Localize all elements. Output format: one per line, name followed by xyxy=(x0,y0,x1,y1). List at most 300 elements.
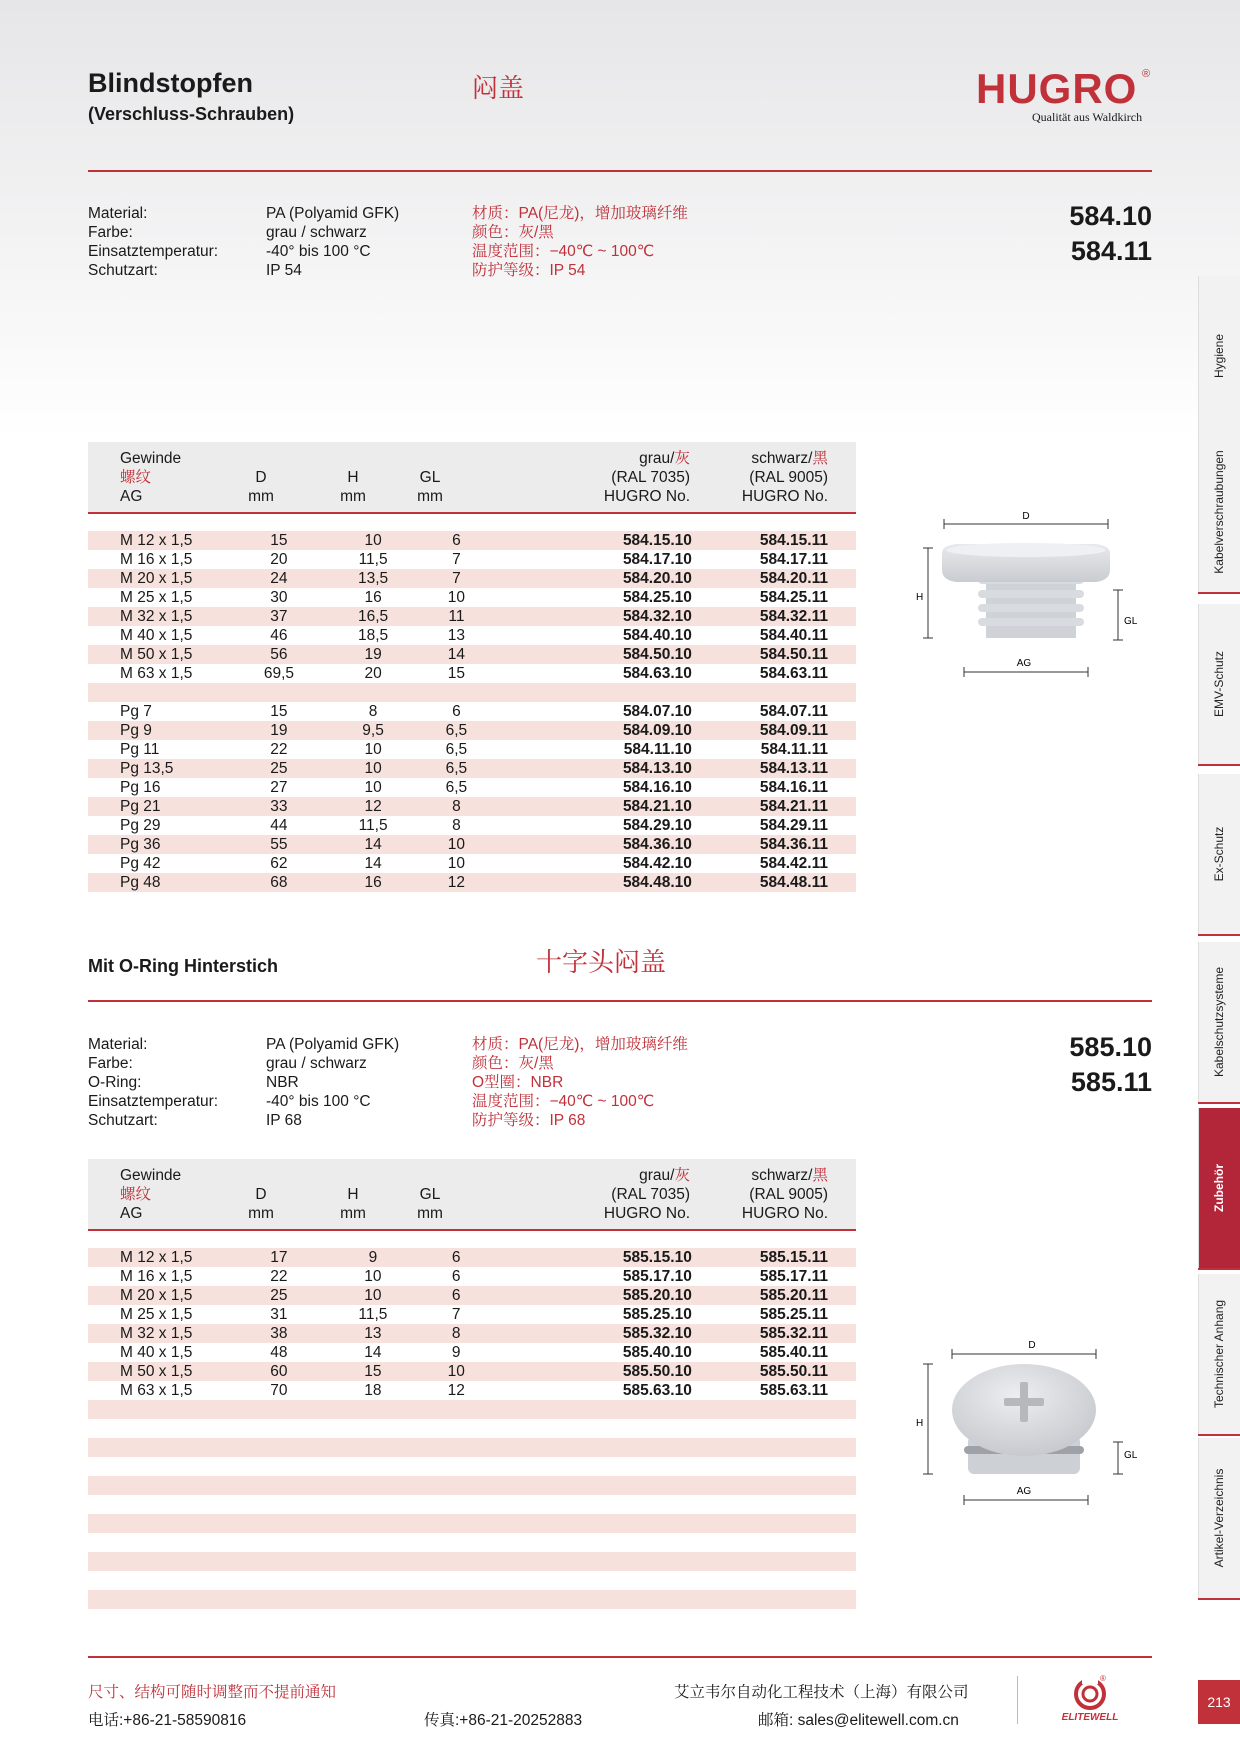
property-value: -40° bis 100 °C xyxy=(266,1093,371,1110)
side-tab-hygiene[interactable] xyxy=(1198,276,1240,438)
cell-grau-no: 584.50.10 xyxy=(564,645,692,664)
cell-h: 9,5 xyxy=(319,721,427,740)
cell-grau-no: 584.15.10 xyxy=(564,531,692,550)
cell-grau-no xyxy=(564,683,692,702)
cell-thread: M 63 x 1,5 xyxy=(120,665,193,682)
col-d: D mm xyxy=(248,1186,274,1222)
elitewell-logo xyxy=(1052,1674,1128,1726)
side-tab-ex-schutz[interactable] xyxy=(1198,774,1240,936)
cell-spacer xyxy=(486,1457,564,1476)
side-tab-label: Technischer Anhang xyxy=(1212,1299,1226,1409)
side-tab-zubeh-r[interactable] xyxy=(1198,1108,1240,1270)
property-row xyxy=(88,1111,399,1130)
side-tab-label: Zubehör xyxy=(1212,1164,1226,1212)
dim-ag-label: AG xyxy=(1016,658,1032,669)
cell-gl: 11 xyxy=(427,607,486,626)
cell-grau-no: 585.32.10 xyxy=(563,1324,691,1343)
cell-thread: M 40 x 1,5 xyxy=(120,627,193,644)
cell-gl: 6 xyxy=(427,531,486,550)
table-row xyxy=(88,1248,856,1267)
cell-h: 13 xyxy=(319,1324,427,1343)
cell-thread: Pg 42 xyxy=(120,855,161,872)
cell-gl: 10 xyxy=(447,589,466,606)
table-header-divider xyxy=(88,1229,856,1231)
cell-d xyxy=(239,1476,319,1495)
cell-d xyxy=(239,1457,319,1476)
cell-schwarz-no: 584.42.11 xyxy=(759,855,828,872)
cell-thread: Pg 21 xyxy=(88,797,239,816)
side-tab-label: Artikel-Verzeichnis xyxy=(1212,1468,1226,1568)
table-header-584 xyxy=(88,442,856,512)
table-header-585 xyxy=(88,1159,856,1229)
cell-schwarz-no: 584.07.11 xyxy=(759,703,828,720)
table-row xyxy=(88,1305,856,1324)
cell-gl xyxy=(427,1476,486,1495)
cell-schwarz-no: 585.50.11 xyxy=(692,1362,856,1381)
cell-schwarz-no xyxy=(692,1514,856,1533)
cell-grau-no: 584.42.10 xyxy=(622,855,692,872)
cell-thread: M 40 x 1,5 xyxy=(120,1344,193,1361)
cell-spacer xyxy=(486,607,564,626)
cell-d: 30 xyxy=(270,589,288,606)
cell-d: 70 xyxy=(270,1382,288,1399)
cell-gl: 6,5 xyxy=(427,759,486,778)
cell-grau-no: 584.40.10 xyxy=(622,627,692,644)
cell-gl: 6 xyxy=(427,1248,486,1267)
cell-spacer xyxy=(486,531,564,550)
cell-spacer xyxy=(486,1267,564,1286)
cell-thread: M 32 x 1,5 xyxy=(88,1324,239,1343)
cell-grau-no: 584.63.10 xyxy=(622,665,692,682)
cell-grau-no: 584.32.10 xyxy=(564,607,692,626)
property-row xyxy=(88,1073,399,1092)
cell-gl: 8 xyxy=(427,797,486,816)
cell-d xyxy=(239,1400,319,1419)
side-tab-kabelschutzsysteme[interactable] xyxy=(1198,942,1240,1104)
cap-graphic xyxy=(942,543,1110,638)
table-row xyxy=(88,531,856,550)
cell-d: 62 xyxy=(270,855,288,872)
col-schwarz: schwarz/黑 (RAL 9005) HUGRO No. xyxy=(741,450,828,505)
table-header-divider xyxy=(88,512,856,514)
cell-grau-no xyxy=(563,1476,691,1495)
cell-spacer xyxy=(486,1362,564,1381)
cell-gl xyxy=(427,1533,486,1552)
cell-h: 16 xyxy=(364,589,382,606)
cell-h xyxy=(319,1457,427,1476)
cell-gl: 10 xyxy=(427,1362,486,1381)
table-row xyxy=(88,816,856,835)
cell-spacer xyxy=(486,683,564,702)
cell-schwarz-no: 585.15.11 xyxy=(692,1248,856,1267)
cell-grau-no: 584.48.10 xyxy=(564,873,692,892)
cell-h: 12 xyxy=(319,797,427,816)
cell-spacer xyxy=(486,1495,564,1514)
table-row xyxy=(88,778,856,797)
cell-gl: 7 xyxy=(451,1306,461,1323)
cell-grau-no xyxy=(563,1400,691,1419)
cell-thread: M 12 x 1,5 xyxy=(88,531,239,550)
table-row xyxy=(88,1286,856,1305)
cell-schwarz-no: 585.40.11 xyxy=(759,1344,828,1361)
cell-grau-no: 584.07.10 xyxy=(622,703,692,720)
cell-thread: M 32 x 1,5 xyxy=(88,607,239,626)
table-row xyxy=(88,702,856,721)
cell-gl: 8 xyxy=(427,1324,486,1343)
cell-h: 14 xyxy=(319,835,427,854)
cell-thread xyxy=(88,1400,239,1419)
spec-table-585 xyxy=(88,1248,856,1609)
cell-d: 19 xyxy=(239,721,320,740)
cell-thread xyxy=(88,1571,239,1590)
table-row xyxy=(88,1419,856,1438)
table-row xyxy=(88,1381,856,1400)
hugro-logo xyxy=(976,65,1156,128)
cell-d: 37 xyxy=(239,607,320,626)
table-row xyxy=(88,1438,856,1457)
cell-d xyxy=(239,1533,319,1552)
article-number: 584.10 xyxy=(1069,201,1152,231)
col-gl: GL mm xyxy=(417,469,443,505)
cell-d xyxy=(239,1419,319,1438)
cell-schwarz-no: 584.48.11 xyxy=(692,873,856,892)
cap-graphic xyxy=(952,1364,1096,1474)
table-row xyxy=(88,721,856,740)
header-divider xyxy=(88,170,1152,172)
logo-registered-mark: ® xyxy=(1142,68,1151,80)
cell-grau-no: 584.20.10 xyxy=(564,569,692,588)
property-value: PA (Polyamid GFK) xyxy=(266,1036,400,1053)
table-row xyxy=(88,1457,856,1476)
cell-spacer xyxy=(486,1305,564,1324)
cell-thread: Pg 9 xyxy=(88,721,239,740)
cell-grau-no: 585.17.10 xyxy=(622,1268,692,1285)
cell-grau-no xyxy=(563,1533,691,1552)
cell-grau-no: 585.63.10 xyxy=(622,1382,692,1399)
logo-wordmark: HUGRO xyxy=(976,65,1138,112)
property-value: IP 68 xyxy=(266,1112,302,1129)
cell-d xyxy=(239,683,320,702)
property-cn: 温度范围：−40℃ ~ 100℃ xyxy=(472,243,655,260)
property-cn: 颜色：灰/黑 xyxy=(472,1055,554,1072)
cell-grau-no: 584.16.10 xyxy=(622,779,692,796)
article-numbers-585 xyxy=(1069,1030,1152,1100)
side-tab-label: Ex-Schutz xyxy=(1212,826,1226,882)
cell-d: 27 xyxy=(270,779,288,796)
cell-h xyxy=(319,1590,427,1609)
cell-schwarz-no: 585.25.11 xyxy=(759,1306,828,1323)
property-key: Material: xyxy=(88,205,148,222)
side-tab-kabelverschraubungen[interactable] xyxy=(1198,432,1240,594)
property-row xyxy=(88,261,399,280)
cell-gl xyxy=(427,1590,486,1609)
cell-schwarz-no xyxy=(692,1476,856,1495)
cell-gl: 12 xyxy=(427,873,486,892)
cell-schwarz-no xyxy=(692,1552,856,1571)
col-grau: grau/灰 (RAL 7035) HUGRO No. xyxy=(603,1167,690,1222)
cell-thread xyxy=(88,1438,239,1457)
cell-spacer xyxy=(486,1324,564,1343)
cell-thread: M 25 x 1,5 xyxy=(120,589,193,606)
article-numbers-584 xyxy=(1069,199,1152,269)
table-row xyxy=(88,1514,856,1533)
footer-notice: 尺寸、结构可随时调整而不提前通知 xyxy=(88,1684,337,1701)
cell-schwarz-no xyxy=(692,1495,856,1514)
cell-h xyxy=(319,1514,427,1533)
cell-h xyxy=(319,1476,427,1495)
table-row xyxy=(88,854,856,873)
cell-spacer xyxy=(486,740,564,759)
cell-gl: 12 xyxy=(447,1382,465,1399)
cell-grau-no: 584.17.10 xyxy=(622,551,692,568)
cell-d: 33 xyxy=(239,797,320,816)
cell-h: 11,5 xyxy=(358,1306,388,1323)
cell-grau-no xyxy=(563,1419,691,1438)
property-key: Material: xyxy=(88,1036,148,1053)
property-cn: O型圈：NBR xyxy=(472,1074,564,1091)
cell-thread: Pg 11 xyxy=(120,741,160,758)
cell-schwarz-no: 584.36.11 xyxy=(692,835,856,854)
cell-spacer xyxy=(486,797,564,816)
property-key: Schutzart: xyxy=(88,262,158,279)
properties-list-cn-585 xyxy=(472,1035,688,1130)
table-row xyxy=(88,1324,856,1343)
cell-schwarz-no: 584.17.11 xyxy=(759,551,828,568)
cell-grau-no xyxy=(563,1457,691,1476)
col-schwarz: schwarz/黑 (RAL 9005) HUGRO No. xyxy=(741,1167,828,1222)
cell-gl: 9 xyxy=(451,1344,461,1361)
cell-h xyxy=(319,1400,427,1419)
table-row xyxy=(88,1533,856,1552)
cell-d: 15 xyxy=(270,703,288,720)
property-cn: 温度范围：−40℃ ~ 100℃ xyxy=(472,1093,655,1110)
cell-d: 24 xyxy=(239,569,320,588)
cell-h xyxy=(319,1533,427,1552)
cell-h: 14 xyxy=(364,1344,382,1361)
dim-gl-label: GL xyxy=(1124,1450,1138,1461)
dim-ag-label: AG xyxy=(1016,1486,1032,1497)
cell-grau-no: 584.21.10 xyxy=(564,797,692,816)
cell-spacer xyxy=(486,759,564,778)
blindstopfen-drawing xyxy=(916,508,1146,678)
cell-gl: 6 xyxy=(427,1286,486,1305)
cell-h: 10 xyxy=(364,779,382,796)
cell-gl: 6,5 xyxy=(445,741,468,758)
cell-thread xyxy=(88,683,239,702)
cell-gl xyxy=(427,1514,486,1533)
dim-d-label: D xyxy=(1028,1340,1036,1351)
cell-d xyxy=(239,1571,319,1590)
cell-h xyxy=(319,1571,427,1590)
cell-thread xyxy=(88,1552,239,1571)
cell-spacer xyxy=(486,1571,564,1590)
property-cn: 材质：PA(尼龙)，增加玻璃纤维 xyxy=(472,205,688,222)
cell-spacer xyxy=(486,1400,564,1419)
cell-gl: 6 xyxy=(451,1268,461,1285)
side-tab-label: Hygiene xyxy=(1212,333,1226,379)
cell-thread: M 20 x 1,5 xyxy=(88,569,239,588)
cell-gl: 10 xyxy=(447,855,466,872)
cell-spacer xyxy=(486,702,564,721)
cell-spacer xyxy=(486,873,564,892)
property-row xyxy=(88,1035,399,1054)
table-row xyxy=(88,683,856,702)
property-row xyxy=(88,1092,399,1111)
cell-spacer xyxy=(486,1381,564,1400)
property-value: grau / schwarz xyxy=(266,224,367,241)
cell-d: 60 xyxy=(239,1362,319,1381)
footer-email: 邮箱: sales@elitewell.com.cn xyxy=(758,1712,959,1729)
cell-schwarz-no: 584.13.11 xyxy=(692,759,856,778)
cell-h: 10 xyxy=(319,1286,427,1305)
cell-grau-no: 584.09.10 xyxy=(564,721,692,740)
article-number: 584.11 xyxy=(1070,236,1152,266)
cell-thread: Pg 16 xyxy=(120,779,161,796)
cell-spacer xyxy=(486,626,564,645)
cell-schwarz-no xyxy=(692,1571,856,1590)
cell-spacer xyxy=(486,1476,564,1495)
cell-grau-no xyxy=(563,1590,691,1609)
property-cn: 材质：PA(尼龙)，增加玻璃纤维 xyxy=(472,1036,688,1053)
cell-schwarz-no: 584.09.11 xyxy=(692,721,856,740)
table-row xyxy=(88,569,856,588)
cell-d xyxy=(239,1514,319,1533)
cell-d: 48 xyxy=(270,1344,288,1361)
col-gewinde: Gewinde 螺纹 AG xyxy=(120,450,182,505)
table-row xyxy=(88,588,856,607)
cell-gl xyxy=(427,1552,486,1571)
cell-d: 22 xyxy=(270,741,288,758)
cell-h: 14 xyxy=(364,855,382,872)
cell-h xyxy=(319,1438,427,1457)
cell-thread xyxy=(88,1533,239,1552)
cell-schwarz-no xyxy=(692,1590,856,1609)
cell-h: 11,5 xyxy=(358,551,388,568)
cell-d xyxy=(239,1590,319,1609)
page-title: Blindstopfen xyxy=(88,68,253,98)
cell-h: 16,5 xyxy=(319,607,427,626)
property-value: grau / schwarz xyxy=(266,1055,367,1072)
cell-grau-no: 584.11.10 xyxy=(623,741,692,758)
cell-thread: Pg 29 xyxy=(120,817,161,834)
o-ring-cap-drawing xyxy=(916,1336,1146,1506)
cell-grau-no: 585.50.10 xyxy=(563,1362,691,1381)
cell-thread: Pg 36 xyxy=(88,835,239,854)
cell-d: 31 xyxy=(270,1306,288,1323)
cell-gl xyxy=(427,1438,486,1457)
cell-grau-no xyxy=(563,1438,691,1457)
cell-spacer xyxy=(486,1514,564,1533)
property-cn: 颜色：灰/黑 xyxy=(472,224,554,241)
cell-d xyxy=(239,1438,319,1457)
cell-schwarz-no: 584.15.11 xyxy=(692,531,856,550)
cell-schwarz-no: 584.63.11 xyxy=(759,665,828,682)
cell-d: 44 xyxy=(270,817,288,834)
table-row xyxy=(88,1590,856,1609)
property-row xyxy=(88,223,399,242)
cell-spacer xyxy=(486,854,564,873)
cell-h: 20 xyxy=(364,665,382,682)
cell-h: 10 xyxy=(364,741,382,758)
table-row xyxy=(88,607,856,626)
property-key: O-Ring: xyxy=(88,1074,142,1091)
cell-h: 19 xyxy=(319,645,427,664)
table-row xyxy=(88,835,856,854)
cell-gl: 13 xyxy=(447,627,466,644)
cell-schwarz-no: 584.16.11 xyxy=(759,779,828,796)
cell-grau-no xyxy=(563,1571,691,1590)
table-row xyxy=(88,1362,856,1381)
cell-h xyxy=(319,1419,427,1438)
cell-thread xyxy=(88,1495,239,1514)
table-row xyxy=(88,1571,856,1590)
cell-spacer xyxy=(486,1343,564,1362)
cell-d: 15 xyxy=(239,531,320,550)
cell-spacer xyxy=(486,1438,564,1457)
table-row xyxy=(88,797,856,816)
cell-schwarz-no: 584.50.11 xyxy=(692,645,856,664)
cell-gl xyxy=(427,1571,486,1590)
cell-thread xyxy=(88,1590,239,1609)
section-title-585: Mit O-Ring Hinterstich xyxy=(88,956,278,976)
table-row xyxy=(88,759,856,778)
cell-d: 56 xyxy=(239,645,320,664)
side-tab-artikel-verzeichnis[interactable] xyxy=(1198,1438,1240,1600)
cell-schwarz-no: 584.32.11 xyxy=(692,607,856,626)
footer-divider xyxy=(88,1656,1152,1658)
cell-schwarz-no: 584.20.11 xyxy=(692,569,856,588)
side-tab-label: Kabelverschraubungen xyxy=(1212,450,1226,574)
cell-thread xyxy=(88,1457,239,1476)
article-number: 585.10 xyxy=(1069,1032,1152,1062)
cell-thread: M 12 x 1,5 xyxy=(88,1248,239,1267)
cell-schwarz-no: 585.63.11 xyxy=(759,1382,828,1399)
cell-thread xyxy=(88,1476,239,1495)
table-row xyxy=(88,1267,856,1286)
table-row xyxy=(88,626,856,645)
property-cn: 防护等级：IP 54 xyxy=(472,262,586,279)
cell-schwarz-no xyxy=(692,1438,856,1457)
cell-spacer xyxy=(486,835,564,854)
cell-spacer xyxy=(486,1248,564,1267)
side-tab-label: Kabelschutzsysteme xyxy=(1212,966,1226,1078)
cell-gl: 8 xyxy=(452,817,461,834)
property-value: PA (Polyamid GFK) xyxy=(266,205,400,222)
article-number: 585.11 xyxy=(1070,1067,1152,1097)
spec-table-584 xyxy=(88,531,856,892)
cell-spacer xyxy=(486,816,564,835)
cell-gl: 15 xyxy=(447,665,466,682)
elitewell-wordmark: ELITEWELL xyxy=(1061,1712,1119,1723)
property-key: Farbe: xyxy=(88,224,133,241)
table-row xyxy=(88,740,856,759)
cell-spacer xyxy=(486,645,564,664)
side-tab-technischer-anhang[interactable] xyxy=(1198,1274,1240,1436)
side-tab-emv-schutz[interactable] xyxy=(1198,604,1240,766)
table-row xyxy=(88,1495,856,1514)
cell-gl: 6,5 xyxy=(445,779,468,796)
cell-spacer xyxy=(486,1533,564,1552)
cell-d xyxy=(239,1552,319,1571)
cell-h xyxy=(319,683,427,702)
cell-grau-no: 585.15.10 xyxy=(563,1248,691,1267)
footer-phone: 电话:+86-21-58590816 xyxy=(88,1712,247,1729)
cell-h: 10 xyxy=(364,1268,382,1285)
cell-thread: M 50 x 1,5 xyxy=(88,645,239,664)
cell-schwarz-no: 585.32.11 xyxy=(692,1324,856,1343)
cell-spacer xyxy=(486,588,564,607)
cell-thread: M 50 x 1,5 xyxy=(88,1362,239,1381)
